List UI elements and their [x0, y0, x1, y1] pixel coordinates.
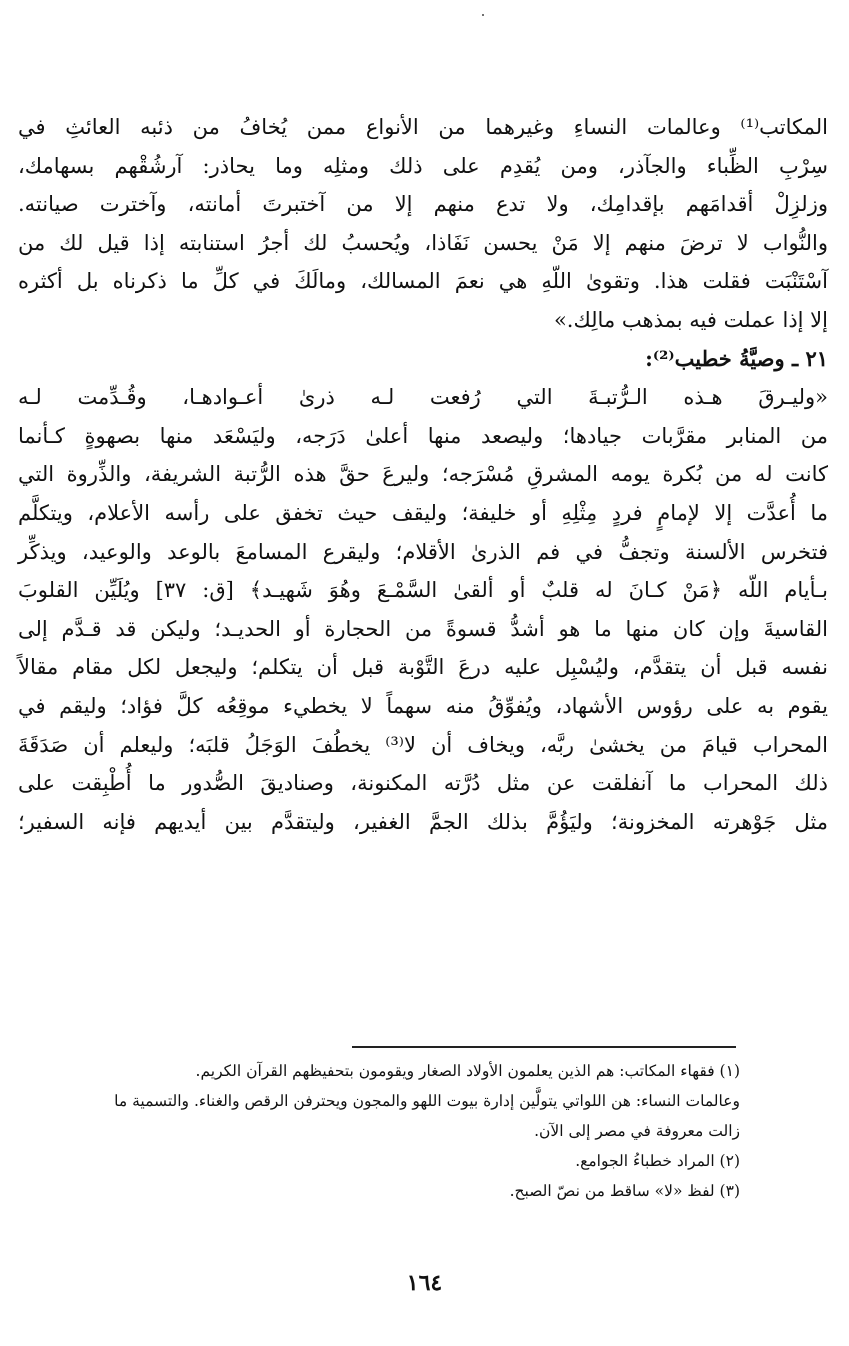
text-line: المحراب قيامَ من يخشىٰ ربَّه، ويخاف أن لا⁽³⁾ يخطُفَ الوَجَلُ قلبَه؛ وليعلم أن صَدَقَةَ [18, 732, 828, 757]
text-line: والنُّواب لا ترضَ منهم إلا مَنْ يحسن نَفَاذا، ويُحسبُ لك أجرُ استنابته إذا قيل لك من [18, 230, 828, 255]
text-line: من المنابر مقرَّبات جيادها؛ وليصعد منها أعلىٰ دَرَجه، وليَسْعَد منها بصهوةٍ كـأنما [18, 423, 828, 448]
text-line: نفسه قبل أن يتقدَّم، وليُسْبِل عليه درعَ التَّوْبة قبل أن يتكلم؛ وليجعل لكل مقام مقالاً [18, 655, 828, 680]
text-line: إلا إذا عملت فيه بمذهب مالِك.» [553, 307, 828, 332]
main-text-block [18, 108, 828, 841]
text-line: بـأيام اللّه ﴿مَنْ كـانَ له قلبٌ أو ألقىٰ السَّمْـعَ وهُوَ شَهيـد﴾ [ق: ٣٧] ويُلَيِّن القلوبَ [18, 578, 828, 603]
text-line: يقوم به على رؤوس الأشهاد، ويُفوِّقُ منه سهماً لا يخطيء موقِعُه كلَّ فؤاد؛ وليقم في [18, 693, 828, 718]
text-line: القاسيةَ وإن كان منها ما هو أشدُّ قسوةً من الحجارة أو الحديـد؛ وليكن قد قـدَّم إلى [18, 616, 828, 641]
text-line: وزلزِلْ أقدامَهم بإقدامِك، ولا تدع منهم إلا من آختبرتَ أمانته، وآخترت صيانته. [18, 192, 828, 217]
text-line: كانت له من بُكرة يومه المشرقِ مُسْرَجه؛ وليرعَ حقَّ هذه الرُّتبة الشريفة، والذِّروة التي [18, 462, 828, 487]
section-heading: ٢١ ـ وصيَّةُ خطيب⁽²⁾: [645, 345, 828, 371]
text-line: فتخرس الألسنة وتجفُّ في فم الذرىٰ الأقلام؛ وليقرع المسامعَ بالوعد والوعيد، ويذكِّر [18, 539, 828, 564]
top-dot-mark [482, 14, 484, 16]
text-line: ذلك المحراب ما آنفلقت عن مثل دُرَّته المكنونة، وصناديقَ الصُّدور ما أُطْبِقت على [18, 771, 828, 796]
text-line: ما أُعدَّت إلا لإمامٍ فردٍ مِثْلِهِ أو خليفة؛ وليقف حيث تخفق على رأسه الأعلام، ويتكلَّم [18, 500, 828, 525]
text-line: سِرْبِ الظِّباء والجآذر، ومن يُقدِم على ذلك ومثلِه وما يحاذر: آرشُقْهم بسهامك، [18, 153, 828, 178]
page-number: ١٦٤ [406, 1270, 443, 1296]
footnote-line: زالت معروفة في مصر إلى الآن. [534, 1122, 740, 1140]
footnotes-block [0, 1056, 740, 1206]
text-line: «وليـرقَ هـذه الـرُّتبـةَ التي رُفعت لـه ذرىٰ أعـوادهـا، وقُـدِّمت لـه [18, 385, 828, 410]
footnote-divider [352, 1046, 736, 1048]
footnote-line: (٢) المراد خطباءُ الجوامع. [575, 1152, 740, 1170]
text-line: آسْتَنْبَت فقلت هذا. وتقوىٰ اللّهِ هي نعمَ المسالك، ومالَكَ في كلِّ ما ذكرناه بل أكثره [18, 269, 828, 294]
footnote-line: (٣) لفظ «لا» ساقط من نصّ الصبح. [509, 1182, 740, 1200]
text-line: مثل جَوْهرته المخزونة؛ وليَؤُمَّ بذلك الجمَّ الغفير، وليتقدَّم بين أيديهم فإنه السفير؛ [18, 809, 828, 834]
footnote-line: (١) فقهاء المكاتب: هم الذين يعلمون الأولاد الصغار ويقومون بتحفيظهم القرآن الكريم. [195, 1062, 740, 1080]
footnote-line: وعالمات النساء: هن اللواتي يتولَّين إدارة بيوت اللهو والمجون ويحترفن الرقص والغناء. والتسمية ما [114, 1092, 740, 1110]
text-line: المكاتب⁽¹⁾ وعالمات النساءِ وغيرهما من الأنواع ممن يُخافُ من ذئبه العائثِ في [18, 115, 828, 139]
